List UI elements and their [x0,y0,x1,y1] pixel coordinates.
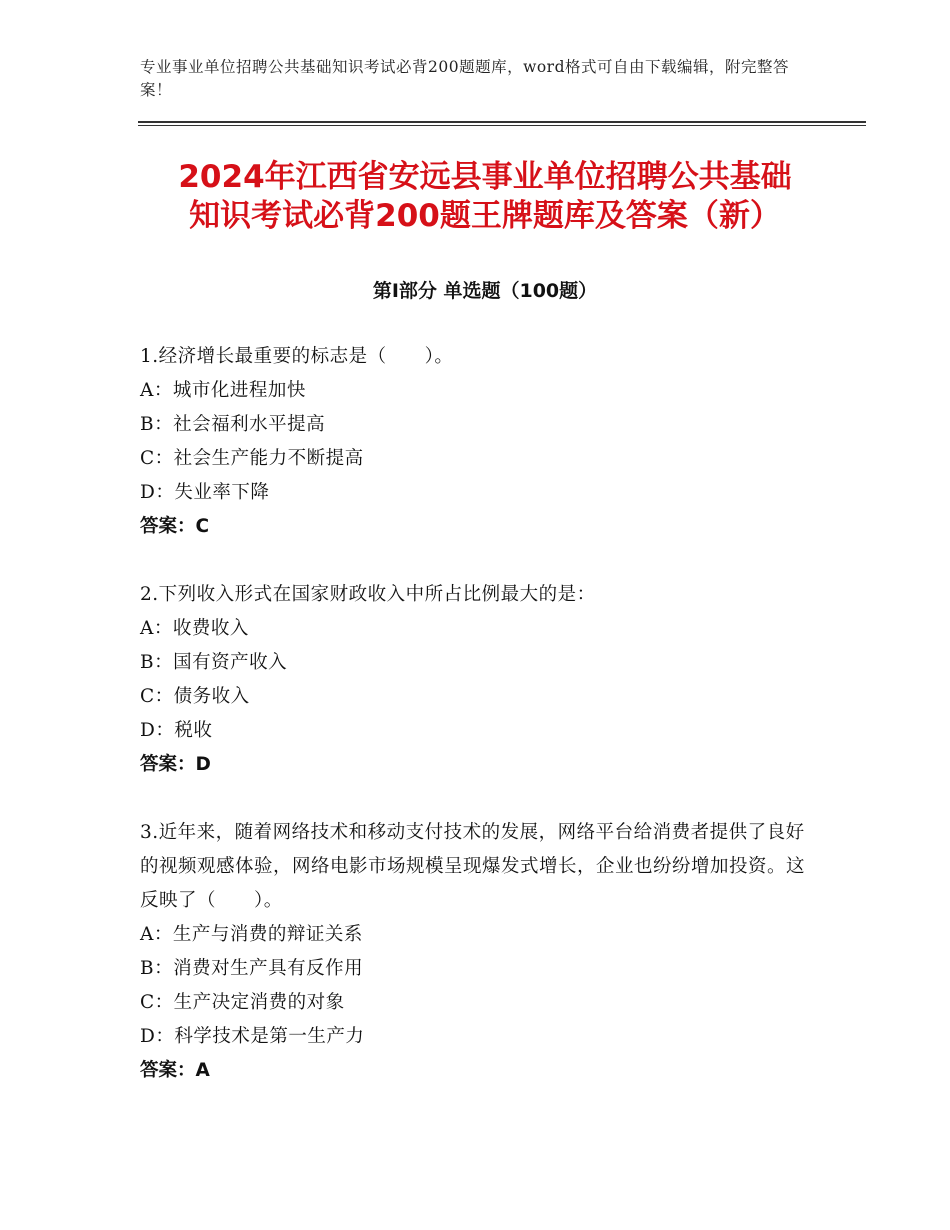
option-d: D：科学技术是第一生产力 [140,1026,365,1047]
question-list [140,340,820,1122]
option-a: A：生产与消费的辩证关系 [140,924,363,945]
header-note: 专业事业单位招聘公共基础知识考试必背200题题库，word格式可自由下载编辑，附完整答案！ [140,58,790,99]
option-a: A：收费收入 [140,618,249,639]
title-line-1: 2024年江西省安远县事业单位招聘公共基础 [178,159,792,195]
question-stem: 2.下列收入形式在国家财政收入中所占比例最大的是： [140,584,596,605]
question-2 [140,578,820,782]
answer: 答案：C [140,516,210,537]
header-divider-thin [138,125,866,126]
document-title [140,158,830,236]
option-a: A：城市化进程加快 [140,380,306,401]
question-stem: 3.近年来，随着网络技术和移动支付技术的发展，网络平台给消费者提供了良好的视频观感体验，网络电影市场规模呈现爆发式增长，企业也纷纷增加投资。这反映了（ ）。 [140,822,806,911]
question-3 [140,816,820,1088]
option-c: C：社会生产能力不断提高 [140,448,364,469]
option-c: C：生产决定消费的对象 [140,992,345,1013]
section-title: 第Ⅰ部分 单选题（100题） [372,280,598,302]
option-d: D：失业率下降 [140,482,270,503]
answer: 答案：D [140,754,211,775]
option-d: D：税收 [140,720,213,741]
option-b: B：消费对生产具有反作用 [140,958,364,979]
option-b: B：国有资产收入 [140,652,288,673]
option-c: C：债务收入 [140,686,250,707]
header-divider [138,121,866,123]
question-stem: 1.经济增长最重要的标志是（ ）。 [140,346,454,367]
option-b: B：社会福利水平提高 [140,414,326,435]
answer: 答案：A [140,1060,210,1081]
title-line-2: 知识考试必背200题王牌题库及答案（新） [189,198,781,234]
question-1 [140,340,820,544]
